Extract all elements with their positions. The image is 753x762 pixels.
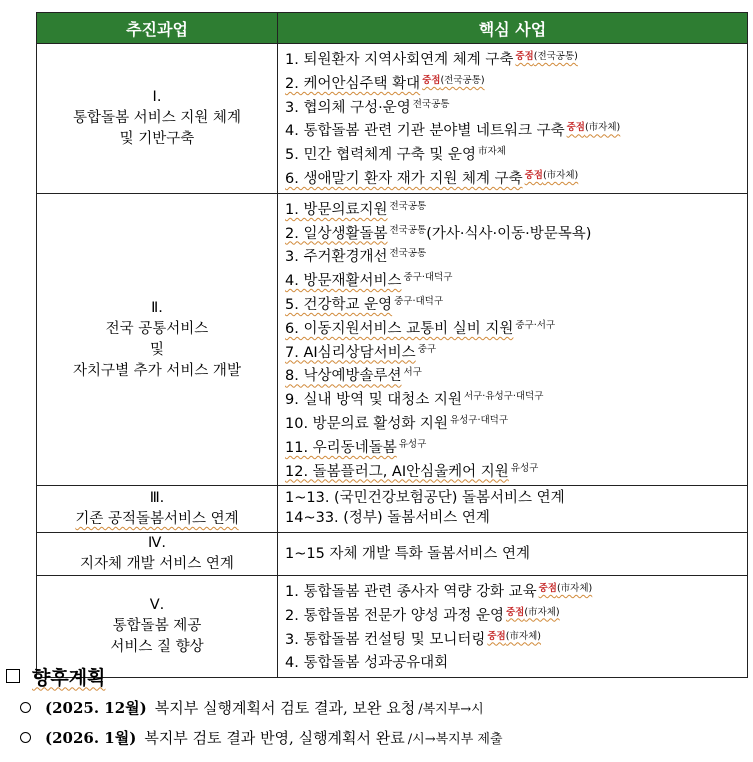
circle-bullet-icon xyxy=(20,702,31,713)
list-item: 10. 방문의료 활성화 지원 $^{유성구\cdot 대덕구}$ xyxy=(285,414,509,432)
list-item: 1. 통합돌봄 관련 종사자 역량 강화 교육 $^{중점(市자체)}$ xyxy=(285,582,593,600)
square-bullet-icon xyxy=(6,669,20,683)
list-item: 3. 주거환경개선 $^{전국공통}$ xyxy=(285,248,427,266)
table-row xyxy=(37,575,748,677)
projects-cell xyxy=(278,575,748,677)
list-item: 1~13. (국민건강보험공단) 돌봄서비스 연계 xyxy=(285,490,565,507)
plan-text: 복지부 검토 결과 반영, 실행계획서 완료 xyxy=(144,729,405,747)
list-item: 4. 통합돌봄 성과공유대회 xyxy=(285,655,449,672)
list-item: 11. 우리동네돌봄 $^{유성구}$ xyxy=(285,438,427,456)
projects-cell xyxy=(278,193,748,486)
plan-bullet xyxy=(20,697,484,718)
table-row xyxy=(37,532,748,575)
header-projects: 핵심 사업 xyxy=(278,13,748,44)
header-category: 추진과업 xyxy=(37,13,278,44)
plan-date: (2026. 1월) xyxy=(45,729,137,747)
table-header-row xyxy=(37,13,748,44)
projects-cell xyxy=(278,486,748,533)
projects-cell xyxy=(278,532,748,575)
circle-bullet-icon xyxy=(20,732,31,743)
list-item: 5. 민간 협력체계 구축 및 운영 $^{市자체}$ xyxy=(285,146,506,164)
category-cell: Ⅳ. 지자체 개발 서비스 연계 xyxy=(37,532,278,575)
plan-text: 복지부 실행계획서 검토 결과, 보완 요청 xyxy=(154,699,416,717)
list-item: 1. 방문의료지원 $^{전국공통}$ xyxy=(285,200,427,218)
section-title: 향후계획 xyxy=(32,666,106,689)
list-item: 3. 협의체 구성·운영 $^{전국공통}$ xyxy=(285,98,450,116)
list-item: 12. 돌봄플러그, AI안심울케어 지원 $^{유성구}$ xyxy=(285,462,539,480)
list-item: 7. AI심리상담서비스 $^{중구}$ xyxy=(285,343,437,361)
plan-table xyxy=(36,12,748,678)
list-item: 1. 퇴원환자 지역사회연계 체계 구축 $^{중점(전국공통)}$ xyxy=(285,51,578,68)
list-item: 5. 건강학교 운영 $^{중구\cdot 대덕구}$ xyxy=(285,295,444,313)
plan-date: (2025. 12월) xyxy=(45,699,147,717)
plan-note: /복지부→시 xyxy=(418,702,484,717)
plan-bullet xyxy=(20,727,503,748)
category-cell: Ⅰ. 통합돌봄 서비스 지원 체계 및 기반구축 xyxy=(37,44,278,194)
list-item: 2. 케어안심주택 확대 $^{중점(전국공통)}$ xyxy=(285,74,485,92)
list-item: 3. 통합돌봄 컨설팅 및 모니터링 $^{중점(市자체)}$ xyxy=(285,630,541,648)
plan-note: /시→복지부 제출 xyxy=(407,732,503,747)
table-row xyxy=(37,44,748,194)
list-item: 1~15 자체 개발 특화 돌봄서비스 연계 xyxy=(285,545,530,562)
list-item: 8. 낙상예방솔루션 $^{서구}$ xyxy=(285,367,422,385)
category-cell: Ⅱ. 전국 공통서비스 및 자치구별 추가 서비스 개발 xyxy=(37,193,278,486)
list-item: 2. 일상생활돌봄 $^{전국공통}$(가사·식사·이동·방문목욕) xyxy=(285,224,592,242)
table-row xyxy=(37,193,748,486)
projects-cell xyxy=(278,44,748,194)
list-item: 14~33. (정부) 돌봄서비스 연계 xyxy=(285,510,490,527)
category-cell: Ⅲ. 기존 공적돌봄서비스 연계 xyxy=(37,486,278,533)
list-item: 4. 통합돌봄 관련 기관 분야별 네트워크 구축 $^{중점(市자체)}$ xyxy=(285,122,621,140)
table-row xyxy=(37,486,748,533)
list-item: 9. 실내 방역 및 대청소 지원 $^{서구\cdot 유성구\cdot 대덕구}$ xyxy=(285,391,544,409)
list-item: 6. 생애말기 환자 재가 지원 체계 구축 $^{중점(市자체)}$ xyxy=(285,169,579,187)
list-item: 2. 통합돌봄 전문가 양성 과정 운영 $^{중점(市자체)}$ xyxy=(285,606,560,624)
future-plan-heading xyxy=(6,662,105,690)
list-item: 4. 방문재활서비스 $^{중구\cdot 대덕구}$ xyxy=(285,272,453,290)
list-item: 6. 이동지원서비스 교통비 실비 지원 $^{중구\cdot 서구}$ xyxy=(285,319,556,337)
category-cell: Ⅴ. 통합돌봄 제공 서비스 질 향상 xyxy=(37,575,278,677)
